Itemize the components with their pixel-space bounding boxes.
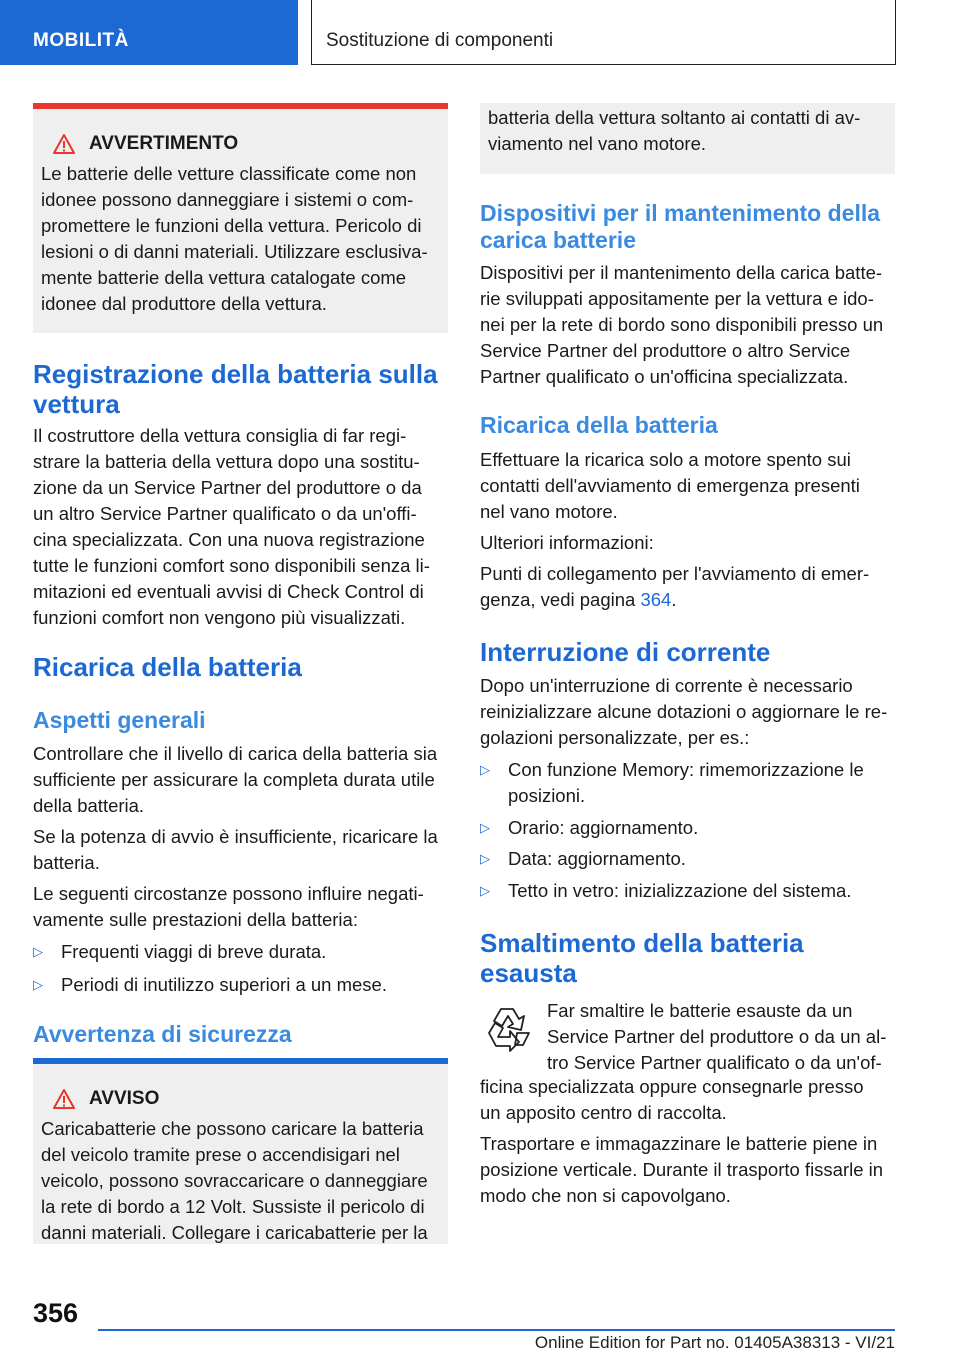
- triangle-bullet-icon: ▷: [480, 820, 490, 835]
- notice-text-line: Caricabatterie che possono caricare la batteria: [41, 1118, 424, 1139]
- text-line: Service Partner del produttore o altro Service: [480, 340, 851, 361]
- page-number: 356: [33, 1298, 79, 1328]
- registration-heading-line: Registrazione della batteria sulla: [33, 359, 438, 389]
- list-item-text: Frequenti viaggi di breve durata.: [61, 941, 327, 962]
- text-line: mitazioni ed eventuali avvisi di Check Control di: [33, 581, 424, 602]
- disposal-heading-line: Smaltimento della batteria: [480, 928, 804, 958]
- text-line: batteria.: [33, 852, 100, 873]
- text-line: Trasportare e immagazzinare le batterie piene in: [480, 1133, 878, 1154]
- transport-paragraph: [480, 1131, 895, 1209]
- triangle-bullet-icon: ▷: [33, 944, 43, 959]
- warning-triangle-icon: [53, 134, 75, 154]
- section-title: MOBILITÀ: [33, 30, 129, 51]
- text-line: Le seguenti circostanze possono influire negati-: [33, 883, 424, 904]
- notice-box-continued: [480, 103, 895, 174]
- text-line: tro Service Partner qualificato o da un'of-: [547, 1052, 882, 1073]
- text-line: contatti dell'avviamento di emergenza presenti: [480, 475, 860, 496]
- maintainer-heading-line: carica batterie: [480, 227, 636, 253]
- warning-text-line: idonee dal produttore della vettura.: [41, 293, 327, 314]
- text-span: genza, vedi pagina: [480, 589, 641, 610]
- list-item-text: Orario: aggiornamento.: [508, 817, 699, 838]
- triangle-bullet-icon: ▷: [33, 977, 43, 992]
- disposal-paragraph: [480, 1074, 895, 1126]
- footer-divider: [98, 1329, 895, 1331]
- section-tab: [0, 0, 298, 65]
- power-interruption-heading: Interruzione di corrente: [480, 637, 771, 667]
- notice-text-line: batteria della vettura soltanto ai contatti di av-: [488, 107, 861, 128]
- maintainer-heading-line: Dispositivi per il mantenimento della: [480, 200, 881, 226]
- charging-subheading: Ricarica della batteria: [480, 412, 718, 438]
- text-line: Dispositivi per il mantenimento della carica batte-: [480, 262, 883, 283]
- charging-paragraph: [480, 447, 895, 525]
- chapter-title: Sostituzione di componenti: [326, 30, 554, 51]
- registration-heading-line: vettura: [33, 389, 120, 419]
- warning-box: [33, 103, 448, 333]
- registration-paragraph: [33, 423, 448, 631]
- maintainer-paragraph: [480, 260, 895, 390]
- text-line: nel vano motore.: [480, 501, 618, 522]
- text-line: sufficiente per assicurare la completa durata utile: [33, 769, 435, 790]
- text-line: golazioni personalizzate, per es.:: [480, 727, 750, 748]
- text-line: funzioni comfort non vengono più visualizzati.: [33, 607, 406, 628]
- page-link[interactable]: 364: [640, 589, 672, 610]
- text-line: zione da un Service Partner del produttore o da: [33, 477, 422, 498]
- charging-heading: Ricarica della batteria: [33, 652, 302, 682]
- disposal-heading-line: esausta: [480, 958, 577, 988]
- power-interruption-paragraph: [480, 673, 895, 751]
- text-span: Con funzione Memory: rimemorizzazione le: [508, 759, 864, 780]
- notice-text-line: la rete di bordo a 12 Volt. Sussiste il pericolo di: [41, 1196, 425, 1217]
- text-line: Partner qualificato o un'officina specializzata.: [480, 366, 849, 387]
- registration-heading: [33, 359, 448, 419]
- notice-text-line: del veicolo tramite prese o accendisigari nel: [41, 1144, 400, 1165]
- text-line: Il costruttore della vettura consiglia di far regi-: [33, 425, 407, 446]
- text-line: Se la potenza di avvio è insufficiente, ricaricare la: [33, 826, 438, 847]
- text-line: vamente sulle prestazioni della batteria:: [33, 909, 358, 930]
- text-line: della batteria.: [33, 795, 145, 816]
- warning-triangle-icon: [53, 1089, 75, 1109]
- text-span: posizioni.: [508, 785, 586, 806]
- warning-text-line: idonee possono danneggiare i sistemi o com-: [41, 189, 414, 210]
- list-item-text: [508, 757, 864, 809]
- safety-heading: Avvertenza di sicurezza: [33, 1021, 292, 1047]
- text-line: Effettuare la ricarica solo a motore spento sui: [480, 449, 851, 470]
- maintainer-heading: [480, 200, 895, 254]
- text-line: tutte le funzioni comfort sono disponibili senza li-: [33, 555, 430, 576]
- disposal-paragraph-wrapped: [547, 998, 895, 1076]
- text-line: Punti di collegamento per l'avviamento di emer-: [480, 563, 870, 584]
- notice-text-line: veicolo, possono sovraccaricare o danneggiare: [41, 1170, 428, 1191]
- text-line: Far smaltire le batterie esauste da un: [547, 1000, 853, 1021]
- warning-text-line: mente batterie della vettura catalogate come: [41, 267, 407, 288]
- text-line: cina specializzata. Con una nuova registrazione: [33, 529, 425, 550]
- notice-text-line: danni materiali. Collegare i caricabatterie per la: [41, 1222, 428, 1243]
- text-line: modo che non si capovolgano.: [480, 1185, 731, 1206]
- disposal-heading: [480, 928, 895, 988]
- triangle-bullet-icon: ▷: [480, 762, 490, 777]
- list-item-text: Tetto in vetro: inizializzazione del sistema.: [508, 880, 852, 901]
- warning-text-line: promettere le funzioni della vettura. Pericolo di: [41, 215, 422, 236]
- text-line: un altro Service Partner qualificato o da un'offi-: [33, 503, 417, 524]
- text-line: un apposito centro di raccolta.: [480, 1102, 727, 1123]
- notice-box: [33, 1058, 448, 1244]
- warning-text-line: lesioni o di danni materiali. Utilizzare esclusiva-: [41, 241, 428, 262]
- triangle-bullet-icon: ▷: [480, 851, 490, 866]
- list-item-text: Data: aggiornamento.: [508, 848, 686, 869]
- text-line: rie sviluppati appositamente per la vettura e ido-: [480, 288, 874, 309]
- text-line: Controllare che il livello di carica della batteria sia: [33, 743, 438, 764]
- warning-text-line: Le batterie delle vetture classificate come non: [41, 163, 417, 184]
- triangle-bullet-icon: ▷: [480, 883, 490, 898]
- text-line: reinizializzare alcune dotazioni o aggiornare le re-: [480, 701, 888, 722]
- circumstances-paragraph: [33, 881, 448, 933]
- power-paragraph: [33, 824, 448, 876]
- notice-text-line: viamento nel vano motore.: [488, 133, 707, 154]
- connection-points-paragraph: [480, 561, 895, 613]
- recycle-icon: [483, 1003, 535, 1055]
- text-line: ficina specializzata oppure consegnarle presso: [480, 1076, 864, 1097]
- text-line: strare la batteria della vettura dopo una sostitu-: [33, 451, 420, 472]
- warning-title: AVVERTIMENTO: [89, 133, 239, 154]
- list-item-text: Periodi di inutilizzo superiori a un mese.: [61, 974, 387, 995]
- text-line: posizione verticale. Durante il trasporto fissarle in: [480, 1159, 884, 1180]
- text-line: Dopo un'interruzione di corrente è necessario: [480, 675, 853, 696]
- text-line: Service Partner del produttore o da un al-: [547, 1026, 887, 1047]
- more-info-label: Ulteriori informazioni:: [480, 532, 654, 553]
- general-heading: Aspetti generali: [33, 707, 206, 733]
- text-line: nei per la rete di bordo sono disponibili presso un: [480, 314, 884, 335]
- chapter-tab: [311, 0, 896, 65]
- text-line: [480, 587, 895, 613]
- notice-title: AVVISO: [89, 1088, 160, 1109]
- general-paragraph: [33, 741, 448, 819]
- text-span: .: [671, 589, 677, 610]
- edition-text: Online Edition for Part no. 01405A38313 - VI/21: [534, 1333, 895, 1352]
